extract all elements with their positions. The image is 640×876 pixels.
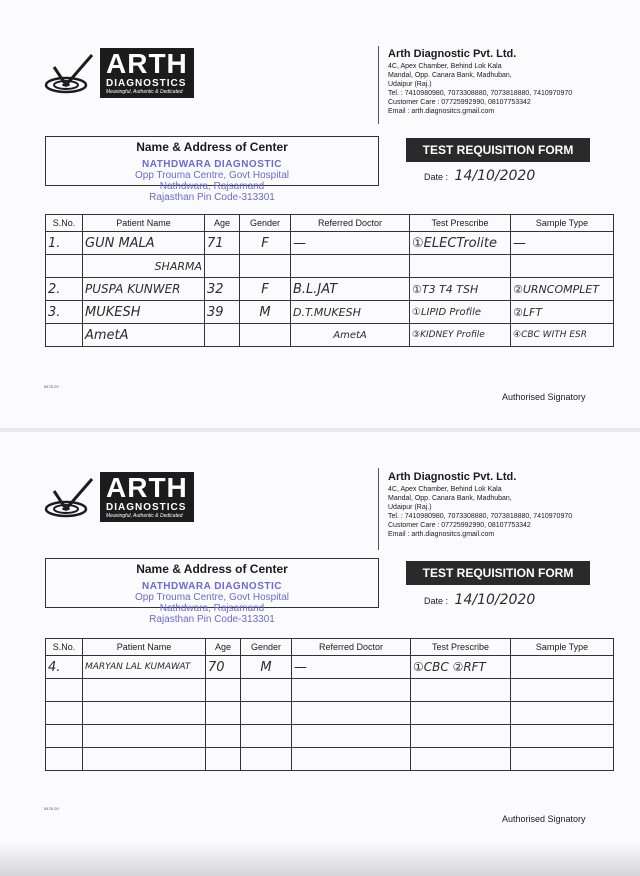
cell-patient-name	[83, 748, 206, 771]
stamp-line: Opp Trouma Centre, Govt Hospital	[135, 170, 289, 181]
center-address-box	[45, 558, 379, 625]
cell-age: 32	[205, 278, 240, 301]
cell-sample	[511, 255, 614, 278]
stamp-line: NATHDWARA DIAGNOSTIC	[142, 159, 282, 170]
form-title: TEST REQUISITION FORM	[406, 138, 590, 162]
form-title: TEST REQUISITION FORM	[406, 561, 590, 585]
cell-gender	[241, 748, 292, 771]
table-header-row	[46, 215, 614, 232]
cell-gender	[241, 725, 292, 748]
column-header: Sample Type	[511, 639, 614, 656]
cell-gender	[240, 255, 291, 278]
center-stamp	[46, 581, 378, 625]
form-number: 5478-20	[44, 806, 59, 811]
company-logo	[44, 472, 194, 522]
column-header: Age	[205, 215, 240, 232]
logo-subtitle: DIAGNOSTICS	[106, 502, 187, 513]
cell-gender	[240, 324, 291, 347]
cell-patient-name: GUN MALA	[83, 232, 205, 255]
cell-patient-name: AmetA	[83, 324, 205, 347]
company-care: Customer Care : 07725992990, 08107753342	[388, 522, 531, 529]
company-email: Email : arth.diagnositcs.gmail.com	[388, 108, 495, 115]
cell-patient-name	[83, 725, 206, 748]
cell-sample	[511, 725, 614, 748]
logo-box	[100, 48, 194, 98]
cell-sno	[46, 255, 83, 278]
header-divider	[378, 468, 379, 550]
address-line: Mandal, Opp. Canara Bank, Madhuban,	[388, 72, 512, 79]
table-row	[46, 656, 614, 679]
cell-sno: 3.	[46, 301, 83, 324]
signatory-label: Authorised Signatory	[502, 814, 586, 824]
cell-patient-name: SHARMA	[83, 255, 205, 278]
cell-patient-name: MUKESH	[83, 301, 205, 324]
cell-sno	[46, 748, 83, 771]
column-header: Referred Doctor	[292, 639, 411, 656]
cell-doctor	[292, 702, 411, 725]
company-details	[388, 470, 572, 539]
cell-sno: 1.	[46, 232, 83, 255]
cell-sample: —	[511, 232, 614, 255]
signatory-label: Authorised Signatory	[502, 392, 586, 402]
cell-doctor	[292, 748, 411, 771]
cell-doctor: —	[291, 232, 410, 255]
stamp-line: Opp Trouma Centre, Govt Hospital	[135, 592, 289, 603]
signatory	[502, 392, 586, 402]
cell-age	[206, 702, 241, 725]
cell-sample	[511, 656, 614, 679]
cell-test: ①T3 T4 TSH	[410, 278, 511, 301]
cell-test	[411, 725, 511, 748]
table-row	[46, 324, 614, 347]
company-email: Email : arth.diagnositcs.gmail.com	[388, 531, 495, 538]
column-header: Age	[206, 639, 241, 656]
table-row	[46, 725, 614, 748]
target-check-icon	[44, 53, 96, 93]
cell-doctor	[292, 725, 411, 748]
stamp-line: Rajasthan Pin Code-313301	[149, 192, 275, 203]
cell-doctor	[292, 679, 411, 702]
target-check-icon	[44, 477, 96, 517]
cell-test	[410, 255, 511, 278]
cell-sample	[511, 679, 614, 702]
company-logo	[44, 48, 194, 98]
company-tel: Tel. : 7410980980, 7073308880, 7073818880, 7410970970	[388, 90, 573, 97]
cell-patient-name: PUSPA KUNWER	[83, 278, 205, 301]
date-field	[424, 592, 535, 608]
cell-sno: 2.	[46, 278, 83, 301]
cell-test: ③KIDNEY Profile	[410, 324, 511, 347]
requisition-form-2	[0, 432, 640, 876]
stamp-line: Nathdwara, Rajsamand	[159, 181, 265, 192]
column-header: S.No.	[46, 215, 83, 232]
cell-patient-name	[83, 679, 206, 702]
cell-doctor	[291, 255, 410, 278]
logo-box	[100, 472, 194, 522]
logo-subtitle: DIAGNOSTICS	[106, 78, 187, 89]
logo-tagline: Meaningful, Authentic & Dedicated	[106, 89, 183, 95]
cell-test	[411, 702, 511, 725]
column-header: Test Prescribe	[410, 215, 511, 232]
date-label: Date :	[424, 596, 449, 606]
cell-sno	[46, 725, 83, 748]
cell-doctor: AmetA	[291, 324, 410, 347]
address-line: Udaipur (Raj.)	[388, 81, 432, 88]
page-edge	[0, 842, 640, 876]
company-care: Customer Care : 07725992990, 08107753342	[388, 99, 531, 106]
logo-word: ARTH	[106, 48, 188, 79]
cell-gender	[241, 702, 292, 725]
column-header: Referred Doctor	[291, 215, 410, 232]
cell-age	[206, 748, 241, 771]
cell-age: 71	[205, 232, 240, 255]
cell-sample	[511, 748, 614, 771]
company-details	[388, 47, 572, 116]
cell-sample: ④CBC WITH ESR	[511, 324, 614, 347]
table-row	[46, 748, 614, 771]
logo-tagline: Meaningful, Authentic & Dedicated	[106, 513, 183, 519]
address-line: Udaipur (Raj.)	[388, 504, 432, 511]
center-box-title: Name & Address of Center	[136, 562, 288, 576]
address-line: 4C, Apex Chamber, Behind Lok Kala	[388, 63, 502, 70]
column-header: Patient Name	[83, 215, 205, 232]
cell-doctor: —	[292, 656, 411, 679]
company-tel: Tel. : 7410980980, 7073308880, 7073818880, 7410970970	[388, 513, 573, 520]
form-number: 5478-20	[44, 384, 59, 389]
signatory	[502, 814, 586, 824]
cell-sno	[46, 324, 83, 347]
address-line: Mandal, Opp. Canara Bank, Madhuban,	[388, 495, 512, 502]
cell-sno: 4.	[46, 656, 83, 679]
date-field	[424, 168, 535, 184]
company-name: Arth Diagnostic Pvt. Ltd.	[388, 471, 517, 483]
table-row	[46, 702, 614, 725]
cell-test: ①LIPID Profile	[410, 301, 511, 324]
requisition-table	[45, 638, 614, 771]
cell-sample: ②URNCOMPLET	[511, 278, 614, 301]
center-box-title: Name & Address of Center	[136, 140, 288, 154]
date-value: 14/10/2020	[454, 592, 536, 608]
cell-doctor: B.L.JAT	[291, 278, 410, 301]
cell-test	[411, 748, 511, 771]
cell-gender: M	[241, 656, 292, 679]
cell-test: ①ELECTrolite	[410, 232, 511, 255]
column-header: Gender	[241, 639, 292, 656]
company-name: Arth Diagnostic Pvt. Ltd.	[388, 48, 517, 60]
header-divider	[378, 46, 379, 124]
cell-age: 70	[206, 656, 241, 679]
center-stamp	[46, 159, 378, 203]
table-row	[46, 255, 614, 278]
column-header: S.No.	[46, 639, 83, 656]
cell-test: ①CBC ②RFT	[411, 656, 511, 679]
table-row	[46, 301, 614, 324]
column-header: Sample Type	[511, 215, 614, 232]
cell-sample	[511, 702, 614, 725]
cell-age	[205, 324, 240, 347]
date-value: 14/10/2020	[454, 168, 536, 184]
column-header: Test Prescribe	[411, 639, 511, 656]
cell-patient-name: MARYAN LAL KUMAWAT	[83, 656, 206, 679]
cell-test	[411, 679, 511, 702]
table-row	[46, 232, 614, 255]
cell-gender: M	[240, 301, 291, 324]
table-header-row	[46, 639, 614, 656]
cell-age	[206, 725, 241, 748]
date-label: Date :	[424, 172, 449, 182]
cell-gender: F	[240, 278, 291, 301]
cell-sno	[46, 702, 83, 725]
column-header: Gender	[240, 215, 291, 232]
cell-age	[205, 255, 240, 278]
center-address-box	[45, 136, 379, 203]
logo-word: ARTH	[106, 472, 188, 503]
table-row	[46, 679, 614, 702]
cell-age	[206, 679, 241, 702]
stamp-line: Rajasthan Pin Code-313301	[149, 614, 275, 625]
stamp-line: NATHDWARA DIAGNOSTIC	[142, 581, 282, 592]
column-header: Patient Name	[83, 639, 206, 656]
cell-patient-name	[83, 702, 206, 725]
requisition-form-1	[0, 0, 640, 428]
cell-doctor: D.T.MUKESH	[291, 301, 410, 324]
cell-gender: F	[240, 232, 291, 255]
cell-age: 39	[205, 301, 240, 324]
cell-sample: ②LFT	[511, 301, 614, 324]
table-row	[46, 278, 614, 301]
requisition-table	[45, 214, 614, 347]
cell-sno	[46, 679, 83, 702]
stamp-line: Nathdwara, Rajsamand	[159, 603, 265, 614]
cell-gender	[241, 679, 292, 702]
address-line: 4C, Apex Chamber, Behind Lok Kala	[388, 486, 502, 493]
